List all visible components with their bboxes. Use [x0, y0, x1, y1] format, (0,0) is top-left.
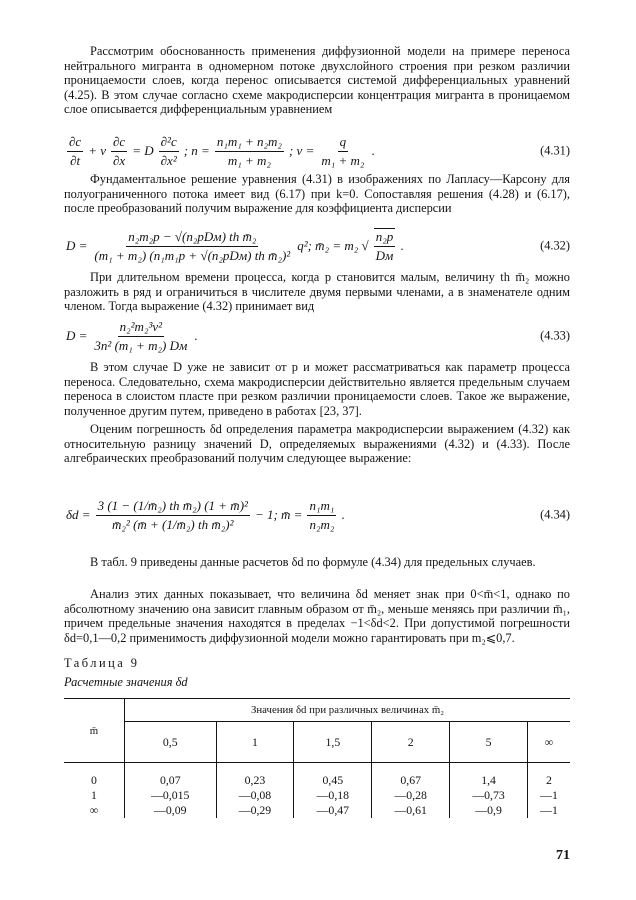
table-row	[64, 788, 570, 803]
table-caption: Расчетные значения δd	[64, 675, 188, 689]
frac-m-bar: $\frac{\text{n₁m₁}}{\text{n₂m₂}}$	[309, 497, 335, 532]
row-label: 0	[91, 773, 97, 787]
column-header: ∞	[528, 722, 571, 763]
equation-4-32: D = $\frac{\text{n₂m₂p − √(n₂pDм) th m̄₂}}{\text{(m₁ + m₂) (n₁m₁p + √(n₂pDм) th m̄₂)²}}$ q²; m̄₂ = m₂ √ $\frac{\text{n₂p}}{Dм}$ . (4.32)	[66, 228, 570, 263]
frac-d2c-dx2: $\frac{\text{∂²c}}{\text{∂x²}}$	[160, 133, 177, 168]
frac-n: $\frac{\text{n₁m₁ + n₂m₂}}{\text{m₁ + m₂}}$	[216, 133, 282, 168]
column-header: 2	[372, 722, 450, 763]
table-header-row	[64, 699, 570, 722]
column-header: 5	[450, 722, 528, 763]
table-cell: —0,09	[125, 803, 217, 818]
results-table	[64, 698, 570, 818]
table-row	[64, 803, 570, 818]
table-cell: 2	[528, 763, 571, 789]
equation-number: (4.31)	[540, 143, 570, 158]
group-header: Значения δd при различных величинах m̄₂	[125, 699, 571, 722]
table-cell: —0,47	[294, 803, 372, 818]
table-cell: 0,07	[125, 763, 217, 789]
table-cell: —0,29	[216, 803, 294, 818]
equation-4-34: δd = $\frac{\text{3 (1 − (1/m̄₂) th m̄₂) (1 + m̄)²}}{\text{m̄₂² (m̄ + (1/m̄₂) th m̄₂)²}}$ − 1; m̄ = $\frac{\text{n₁m₁}}{\text{n₂m₂}}$ . (4.34)	[66, 497, 570, 532]
table-cell: 0,67	[372, 763, 450, 789]
equation-number: (4.32)	[540, 238, 570, 253]
column-header: 1	[216, 722, 294, 763]
paragraph-fundamental-solution: Фундаментальное решение уравнения (4.31) в изображениях по Лапласу—Карсону для полуограниченного потока имеет вид (6.17) при k=0. Сопоставляя решения (4.28) и (6.17), после преобразований получим выражение для коэффициента дисперсии	[64, 172, 570, 216]
table-cell: —0,015	[125, 788, 217, 803]
table-cell: 1,4	[450, 763, 528, 789]
table-cell: —1	[528, 788, 571, 803]
column-header: 1,5	[294, 722, 372, 763]
row-header-m: m̄	[64, 699, 125, 763]
paragraph-long-time: При длительном времени процесса, когда p становится малым, величину th m̄₂ можно разложить в ряд и ограничиться в числителе двумя первыми членами, а в знаменателе одним членом. Тогда выражение (4.32) принимает вид	[64, 270, 570, 314]
paragraph-table-intro: В табл. 9 приведены данные расчетов δd по формуле (4.34) для предельных случаев.	[90, 555, 536, 569]
row-label: ∞	[89, 803, 99, 817]
column-header: 0,5	[125, 722, 217, 763]
frac-D-limit: $\frac{\text{n₂²m₂³v²}}{\text{3n² (m₁ + m₂) Dм}}$	[94, 318, 188, 353]
equation-number: (4.33)	[540, 328, 570, 343]
frac-root: $\frac{\text{n₂p}}{Dм}$	[375, 229, 394, 263]
frac-dc-dt: $\frac{\partial c}{\partial t}$	[69, 133, 82, 168]
table-cell: —0,61	[372, 803, 450, 818]
page-number: 71	[556, 848, 570, 863]
equation-4-33: D = $\frac{\text{n₂²m₂³v²}}{\text{3n² (m₁ + m₂) Dм}}$ . (4.33)	[66, 318, 570, 353]
table-column-row	[64, 722, 570, 763]
table-cell: —0,08	[216, 788, 294, 803]
table-title: Таблица 9	[64, 656, 140, 670]
frac-v: $\frac{q}{\text{m₁ + m₂}}$	[321, 133, 365, 168]
table-cell: —0,73	[450, 788, 528, 803]
table-cell: —0,28	[372, 788, 450, 803]
table-cell: 0,23	[216, 763, 294, 789]
table-cell: —1	[528, 803, 571, 818]
paragraph-macrodispersion: В этом случае D уже не зависит от p и может рассматриваться как параметр процесса переноса. Следовательно, схема макродисперсии действительно является предельным случаем переноса в слоистом пласте при резком различии проницаемости слоев. Такое же выражение, полученное другим путем, приведено в работах [23, 37].	[64, 360, 570, 418]
equation-4-31: $\frac{\partial c}{\partial t}$ + v $\frac{\partial c}{\partial x}$ = D $\frac{\text{∂²c}}{\text{∂x²}}$ ; n = $\frac{\text{n₁m₁ + n₂m₂}}{\text{m₁ + m₂}}$ ; v = $\frac{q}{\text{m₁ + m₂}}$ . (4.31)	[69, 133, 570, 168]
paragraph-analysis: Анализ этих данных показывает, что величина δd меняет знак при 0<m̄<1, однако по абсолютному значению она зависит главным образом от m̄₂, меньше меняясь при различии m̄₁, причем предельные значения находятся в пределах −1<δd<2. При допустимой погрешности δd=0,1—0,2 применимость диффузионной модели можно гарантировать при m₂⩽0,7.	[64, 587, 570, 645]
frac-dc-dx: $\frac{\partial c}{\partial x}$	[113, 133, 126, 168]
table-cell: —0,18	[294, 788, 372, 803]
equation-number: (4.34)	[540, 507, 570, 522]
paragraph-intro: Рассмотрим обоснованность применения диффузионной модели на примере переноса нейтрального мигранта в одномерном потоке двухслойного строения при резком различии проницаемости слоев, когда перенос описывается системой дифференциальных уравнений (4.25). В этом случае согласно схеме макродисперсии концентрация мигранта в проницаемом слое описывается дифференциальным уравнением	[64, 44, 570, 117]
paragraph-error-estimate: Оценим погрешность δd определения параметра макродисперсии выражением (4.32) как относительную разницу значений D, определяемых выражениями (4.32) и (4.33). После алгебраических преобразований получим следующее выражение:	[64, 422, 570, 466]
frac-D: $\frac{\text{n₂m₂p − √(n₂pDм) th m̄₂}}{\text{(m₁ + m₂) (n₁m₁p + √(n₂pDм) th m̄₂)²}}$	[94, 228, 291, 263]
row-label: 1	[91, 788, 97, 802]
table-row	[64, 763, 570, 789]
frac-delta-d: $\frac{\text{3 (1 − (1/m̄₂) th m̄₂) (1 + m̄)²}}{\text{m̄₂² (m̄ + (1/m̄₂) th m̄₂)²}}$	[97, 497, 248, 532]
table-cell: 0,45	[294, 763, 372, 789]
table-cell: —0,9	[450, 803, 528, 818]
